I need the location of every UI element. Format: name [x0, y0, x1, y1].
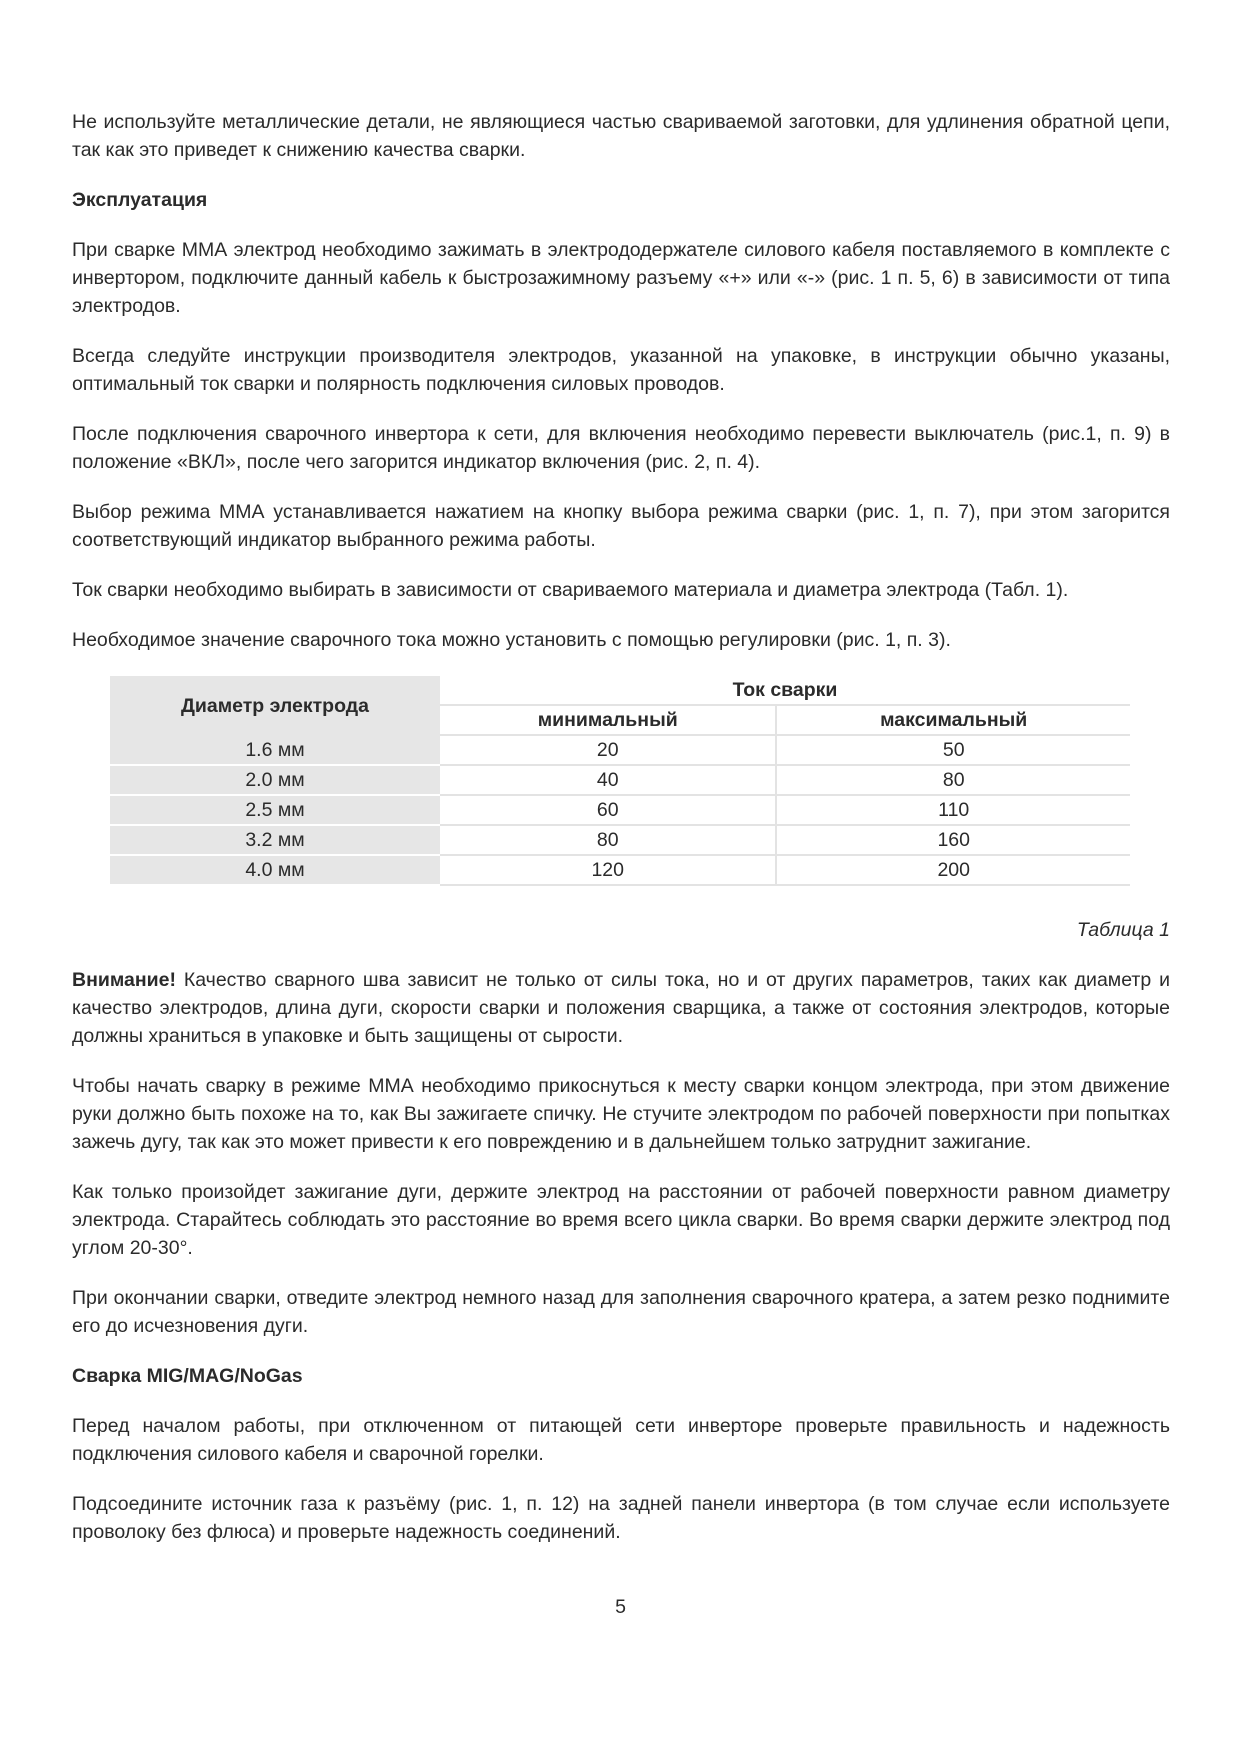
table-row	[110, 735, 1130, 765]
cell-min: 60	[440, 795, 776, 825]
paragraph-current-adjust: Необходимое значение сварочного тока можно установить с помощью регулировки (рис. 1, п. 3).	[72, 629, 951, 651]
cell-diameter: 2.5 мм	[110, 795, 440, 825]
cell-diameter: 3.2 мм	[110, 825, 440, 855]
cell-max: 80	[776, 765, 1130, 795]
header-min: минимальный	[440, 705, 776, 735]
table-caption: Таблица 1	[1076, 919, 1170, 941]
document-page	[72, 108, 1170, 1568]
cell-max: 200	[776, 855, 1130, 885]
cell-min: 20	[440, 735, 776, 765]
welding-current-table	[110, 676, 1130, 886]
attention-label: Внимание!	[72, 969, 176, 991]
heading-operation: Эксплуатация	[72, 189, 208, 211]
header-max: максимальный	[776, 705, 1130, 735]
table-row	[110, 765, 1130, 795]
cell-min: 120	[440, 855, 776, 885]
paragraph-finish-welding: При окончании сварки, отведите электрод немного назад для заполнения сварочного кратера, а затем резко поднимите его до исчезновения дуги.	[72, 1287, 1170, 1337]
paragraph-check-connection: Перед началом работы, при отключенном от питающей сети инверторе проверьте правильность и надежность подключения силового кабеля и сварочной горелки.	[72, 1415, 1170, 1465]
header-diameter: Диаметр электрода	[110, 676, 440, 735]
page-number: 5	[615, 1596, 626, 1618]
attention-text: Качество сварного шва зависит не только от силы тока, но и от других параметров, таких как диаметр и качество электродов, длина дуги, скорости сварки и положения сварщика, а также от состояния электродов, которые должны храниться в упаковке и быть защищены от сырости.	[72, 969, 1170, 1047]
paragraph-current-choice: Ток сварки необходимо выбирать в зависимости от свариваемого материала и диаметра электрода (Табл. 1).	[72, 579, 1069, 601]
cell-max: 110	[776, 795, 1130, 825]
paragraph-gas-source: Подсоедините источник газа к разъёму (рис. 1, п. 12) на задней панели инвертора (в том случае если используете проволоку без флюса) и проверьте надежность соединений.	[72, 1493, 1170, 1543]
paragraph-power-switch: После подключения сварочного инвертора к сети, для включения необходимо перевести выключатель (рис.1, п. 9) в положение «ВКЛ», после чего загорится индикатор включения (рис. 2, п. 4).	[72, 423, 1170, 473]
paragraph-attention	[72, 966, 1170, 1050]
paragraph-manufacturer-instructions: Всегда следуйте инструкции производителя электродов, указанной на упаковке, в инструкции обычно указаны, оптимальный ток сварки и полярность подключения силовых проводов.	[72, 345, 1170, 395]
heading-mig-mag: Сварка MIG/MAG/NoGas	[72, 1365, 303, 1387]
paragraph-mma-electrode: При сварке ММА электрод необходимо зажимать в электрододержателе силового кабеля поставляемого в комплекте с инвертором, подключите данный кабель к быстрозажимному разъему «+» или «-» (рис. 1 п. 5, 6) в зависимости от типа электродов.	[72, 239, 1170, 317]
cell-min: 40	[440, 765, 776, 795]
cell-max: 50	[776, 735, 1130, 765]
paragraph-arc-distance: Как только произойдет зажигание дуги, держите электрод на расстоянии от рабочей поверхности равном диаметру электрода. Старайтесь соблюдать это расстояние во время всего цикла сварки. Во время сварки держите электрод под углом 20-30°.	[72, 1181, 1170, 1259]
header-current: Ток сварки	[440, 676, 1130, 705]
cell-max: 160	[776, 825, 1130, 855]
paragraph-mode-select: Выбор режима ММА устанавливается нажатием на кнопку выбора режима сварки (рис. 1, п. 7), при этом загорится соответствующий индикатор выбранного режима работы.	[72, 501, 1170, 551]
table-row	[110, 855, 1130, 885]
cell-diameter: 2.0 мм	[110, 765, 440, 795]
table-row	[110, 795, 1130, 825]
cell-diameter: 1.6 мм	[110, 735, 440, 765]
paragraph-arc-strike: Чтобы начать сварку в режиме ММА необходимо прикоснуться к месту сварки концом электрода, при этом движение руки должно быть похоже на то, как Вы зажигаете спичку. Не стучите электродом по рабочей поверхности при попытках зажечь дугу, так как это может привести к его повреждению и в дальнейшем только затруднит зажигание.	[72, 1075, 1170, 1153]
cell-min: 80	[440, 825, 776, 855]
table-header-row	[110, 676, 1130, 705]
paragraph-return-circuit: Не используйте металлические детали, не являющиеся частью свариваемой заготовки, для удлинения обратной цепи, так как это приведет к снижению качества сварки.	[72, 111, 1170, 161]
cell-diameter: 4.0 мм	[110, 855, 440, 885]
table-row	[110, 825, 1130, 855]
